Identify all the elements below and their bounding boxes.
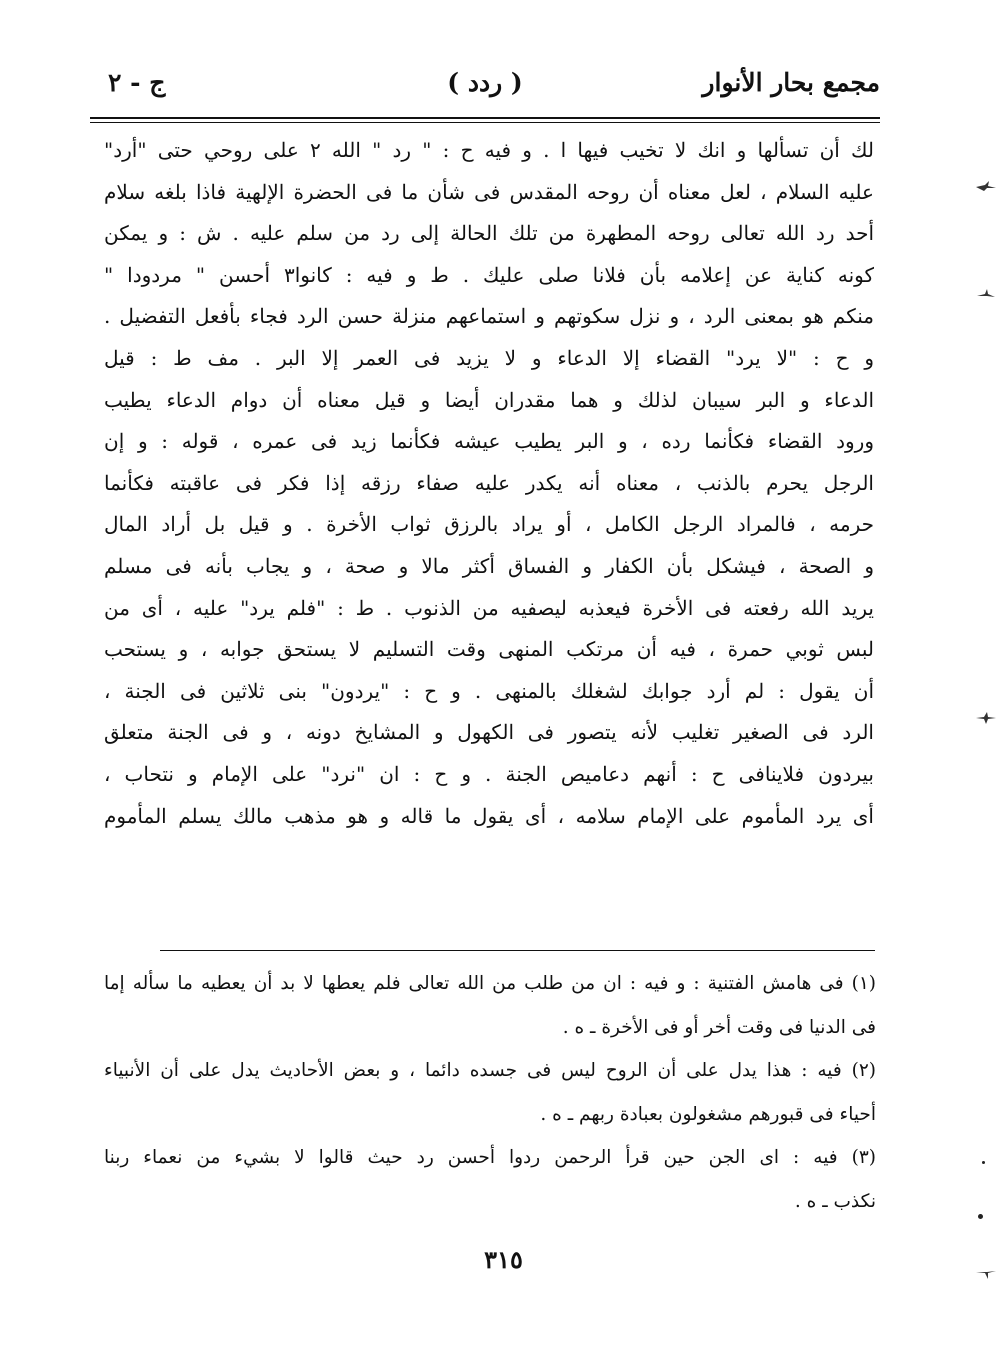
text-line: أى يرد المأموم على الإمام سلامه ، أى يقول ما قاله و هو مذهب مالك يسلم المأموم	[104, 803, 874, 828]
footnote-text: فيه : هذا يدل على أن الروح ليس فى جسده دائما ، و بعض الأحاديث يدل على أن الأنبياء	[104, 1060, 842, 1081]
volume-number: ج - ٢	[108, 68, 166, 97]
text-line: لك أن تسألها و انك لا تخيب فيها ا . و فيه ح : " رد " الله ٢ على روحي حتى "أرد"	[104, 138, 874, 162]
footnotes	[104, 962, 876, 1223]
margin-mark-icon	[975, 1268, 997, 1280]
footnote-text: فى هامش الفتنية : و فيه : ان من طلب من الله تعالى فلم يعطها لا بد أن يعطيه ما سأله إما	[104, 973, 844, 994]
footnote-2	[104, 1049, 876, 1093]
footnote-separator	[160, 950, 875, 951]
text-line: عليه السلام ، لعل معناه أن روحه المقدس فى شأن ما فى الحضرة الإلهية فاذا بلغه سلام	[104, 179, 874, 204]
margin-mark-icon	[975, 712, 997, 724]
margin-dot	[978, 1214, 983, 1219]
text-line: و الصحة ، فيشكل بأن الكفار و الفساق أكثر مالا و صحة ، و يجاب بأنه فى مسلم	[104, 553, 874, 578]
text-line: ورود القضاء فكأنما رده ، و البر يطيب عيشه فكأنما زيد فى عمره ، قوله : و إن	[104, 429, 874, 454]
page-number: ٣١٥	[484, 1245, 523, 1274]
text-line: أن يقول : لم أرد جوابك لشغلك بالمنهى . و ح : "يردون" بنى ثلاثين فى الجنة ،	[104, 678, 874, 703]
text-line: الدعاء و البر سيبان لذلك و هما مقدران أيضا و قيل معناه أن دوام الدعاء يطيب	[104, 387, 874, 412]
text-line: يريد الله رفعته فى الأخرة فيعذبه ليصفيه من الذنوب . ط : "فلم يرد" عليه ، أى من	[104, 595, 874, 620]
footnote-text-continued: أحياء فى قبورهم مشغولون بعبادة ربهم ـ ه .	[540, 1103, 876, 1125]
margin-mark-icon	[975, 288, 997, 300]
book-title: مجمع بحار الأنوار	[702, 68, 880, 97]
entry-keyword: ( ردد )	[447, 68, 523, 97]
text-line: أحد رد الله تعالى روحه المطهرة من تلك الحالة إلى رد من سلم عليه . ش : و يمكن	[104, 221, 874, 246]
header-rule-thin	[90, 122, 880, 123]
footnote-text-continued: فى الدنيا فى وقت أخر أو فى الأخرة ـ ه .	[562, 1016, 876, 1038]
footnote-marker: (٢)	[851, 1060, 876, 1081]
margin-dot	[982, 1161, 985, 1164]
footnote-text-continued: نكذب ـ ه .	[794, 1190, 876, 1212]
margin-mark-icon	[975, 180, 997, 192]
text-line: كونه كناية عن إعلامه بأن فلانا صلى عليك . ط و فيه : كانوا٣ أحسن " مردودا "	[104, 262, 874, 287]
text-line: الرجل يحرم بالذنب ، معناه أنه يكدر عليه صفاء رزقه إذا فكر فى عاقبته فكأنما	[104, 470, 874, 495]
header-rule	[90, 117, 880, 119]
text-line: الرد فى الصغير تغليب لأنه يتصور فى الكهول و المشايخ دونه ، و فى الجنة متعلق	[104, 720, 874, 745]
text-line: و ح : "لا يرد" القضاء إلا الدعاء و لا يزيد فى العمر إلا البر . مف ط : قيل	[104, 345, 874, 370]
text-line: منكم هو بمعنى الرد ، و نزل سكوتهم و استماعهم منزلة حسن الرد فجاء بأفعل التفضيل .	[104, 304, 874, 329]
footnote-marker: (٣)	[851, 1147, 876, 1168]
footnote-text: فيه : اى الجن حين قرأ الرحمن ردوا أحسن رد حيث قالوا لا بشيء من نعماء ربنا	[104, 1147, 838, 1168]
footnote-1	[104, 962, 876, 1006]
running-header	[90, 62, 880, 112]
footnote-marker: (١)	[851, 973, 876, 994]
text-line: لبس ثوبي حمرة ، فيه أن مرتكب المنهى وقت التسليم لا يستحق جوابه ، و يستحب	[104, 637, 874, 662]
footnote-3	[104, 1136, 876, 1180]
text-line: بيردون فلاينافى ح : أنهم دعاميص الجنة . و ح : ان "نرد" على الإمام و نتحاب ،	[104, 761, 874, 786]
main-text	[104, 130, 874, 837]
text-line: حرمه ، فالمراد الرجل الكامل ، أو يراد بالرزق ثواب الأخرة . و قيل بل أراد المال	[104, 512, 874, 537]
